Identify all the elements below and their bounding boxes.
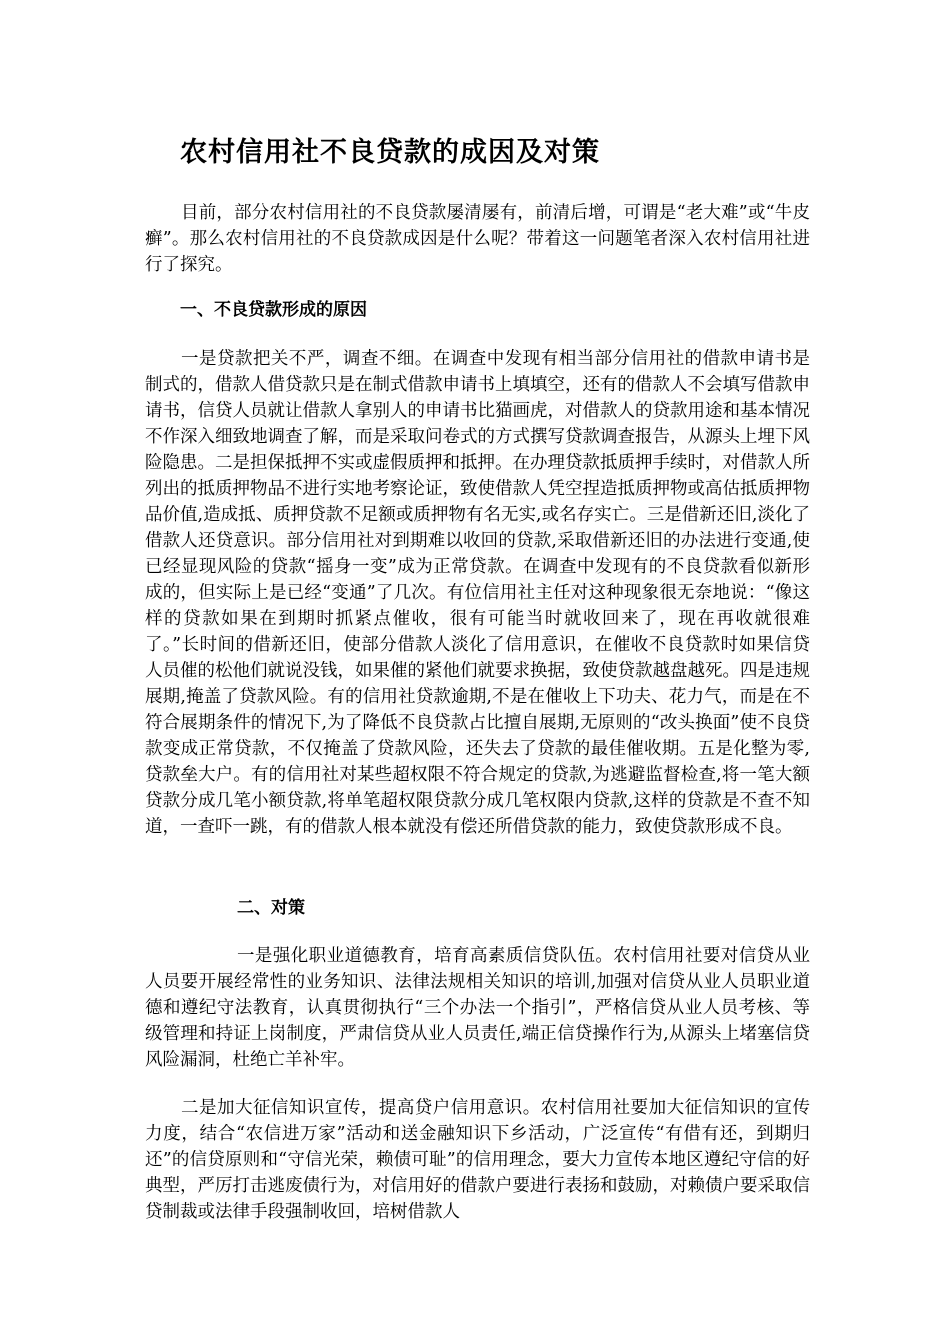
intro-paragraph: 目前，部分农村信用社的不良贷款屡清屡有，前清后增，可谓是“老大难”或“牛皮癣”。那么农村信用社的不良贷款成因是什么呢？带着这一问题笔者深入农村信用社进行了探究。 [145, 203, 810, 275]
document-title: 农村信用社不良贷款的成因及对策 [180, 137, 600, 168]
section-heading-countermeasures: 二、对策 [237, 898, 305, 918]
countermeasure-paragraph-2: 二是加大征信知识宣传，提高贷户信用意识。农村信用社要加大征信知识的宣传力度，结合“农信进万家”活动和送金融知识下乡活动，广泛宣传“有借有还，到期归还”的信贷原则和“守信光荣，赖债可耻”的信用理念，要大力宣传本地区遵纪守信的好典型，严厉打击逃废债行为，对信用好的借款户要进行表扬和鼓励，对赖债户要采取信贷制裁或法律手段强制收回，培树借款人 [145, 1098, 810, 1222]
causes-paragraph: 一是贷款把关不严，调查不细。在调查中发现有相当部分信用社的借款申请书是制式的，借款人借贷款只是在制式借款申请书上填填空，还有的借款人不会填写借款申请书，信贷人员就让借款人拿别人的申请书比猫画虎，对借款人的贷款用途和基本情况不作深入细致地调查了解，而是采取问卷式的方式撰写贷款调查报告，从源头上埋下风险隐患。二是担保抵押不实或虚假质押和抵押。在办理贷款抵质押手续时，对借款人所列出的抵质押物品不进行实地考察论证，致使借款人凭空捏造抵质押物或高估抵质押物品价值,造成抵、质押贷款不足额或质押物有名无实,或名存实亡。三是借新还旧,淡化了借款人还贷意识。部分信用社对到期难以收回的贷款,采取借新还旧的办法进行变通,使已经显现风险的贷款“摇身一变”成为正常贷款。在调查中发现有的不良贷款看似新形成的，但实际上是已经“变通”了几次。有位信用社主任对这种现象很无奈地说：“像这样的贷款如果在到期时抓紧点催收，很有可能当时就收回来了，现在再收就很难了。”长时间的借新还旧，使部分借款人淡化了信用意识，在催收不良贷款时如果信贷人员催的松他们就说没钱，如果催的紧他们就要求换据，致使贷款越盘越死。四是违规展期,掩盖了贷款风险。有的信用社贷款逾期,不是在催收上下功夫、花力气，而是在不符合展期条件的情况下,为了降低不良贷款占比擅自展期,无原则的“改头换面”使不良贷款变成正常贷款，不仅掩盖了贷款风险，还失去了贷款的最佳催收期。五是化整为零,贷款垒大户。有的信用社对某些超权限不符合规定的贷款,为逃避监督检查,将一笔大额贷款分成几笔小额贷款,将单笔超权限贷款分成几笔权限内贷款,这样的贷款是不查不知道，一查吓一跳，有的借款人根本就没有偿还所借贷款的能力，致使贷款形成不良。 [145, 349, 810, 837]
section-heading-causes: 一、不良贷款形成的原因 [180, 300, 367, 320]
countermeasure-paragraph-1: 一是强化职业道德教育，培育高素质信贷队伍。农村信用社要对信贷从业人员要开展经常性的业务知识、法律法规相关知识的培训,加强对信贷从业人员职业道德和遵纪守法教育，认真贯彻执行“三个办法一个指引”，严格信贷从业人员考核、等级管理和持证上岗制度，严肃信贷从业人员责任,端正信贷操作行为,从源头上堵塞信贷风险漏洞，杜绝亡羊补牢。 [145, 946, 810, 1070]
